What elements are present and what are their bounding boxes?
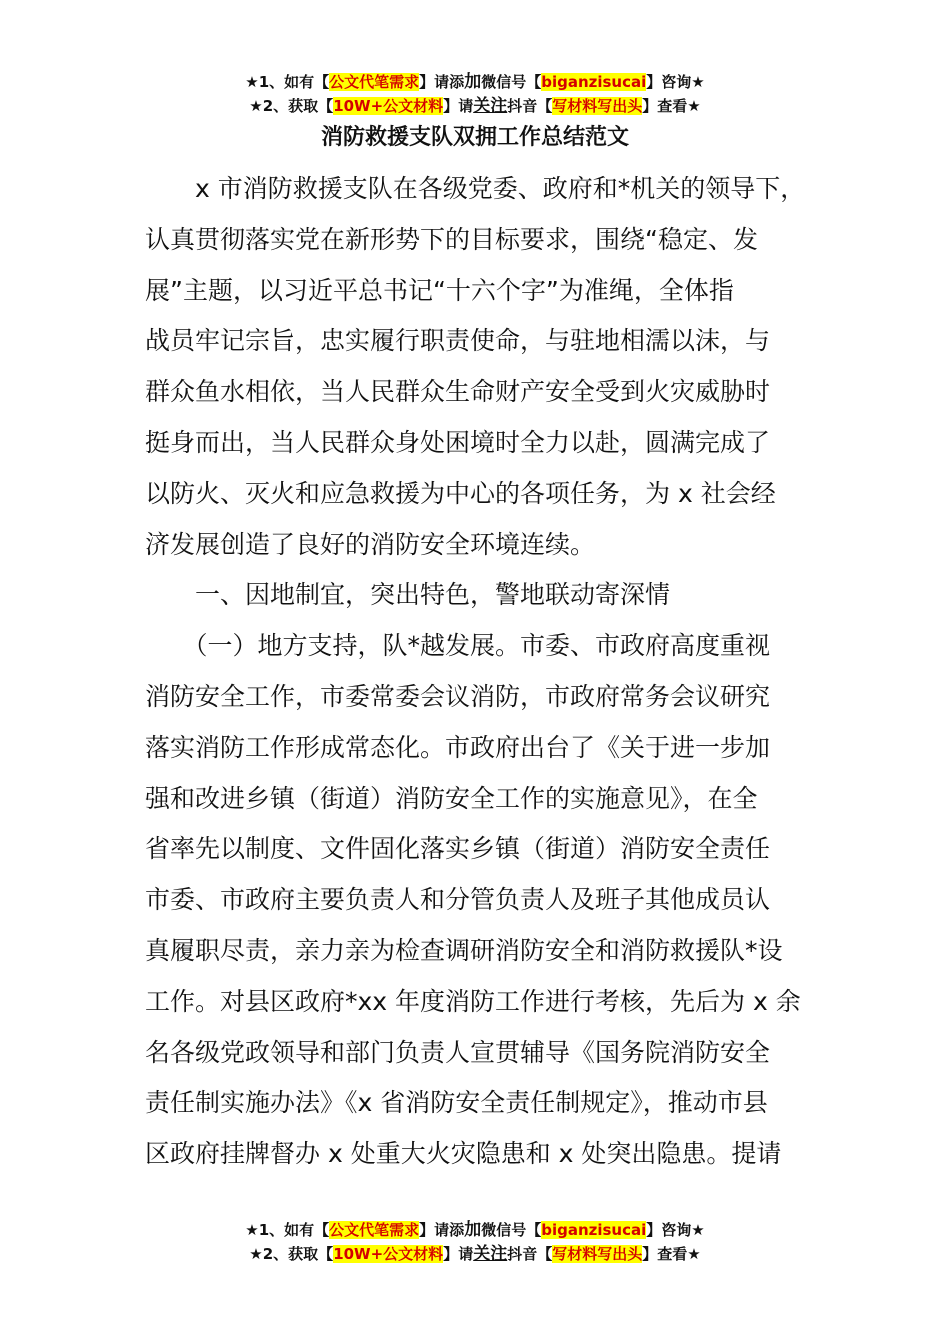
section-heading: 一、因地制宜，突出特色，警地联动寄深情 <box>145 580 671 610</box>
banner-highlight: 公文代笔需求 <box>329 73 420 91</box>
body-line: 挺身而出，当人民群众身处困境时全力以赴，圆满完成了 <box>145 427 771 457</box>
banner-text: 1、如有【 <box>258 73 330 91</box>
banner-wechat-id: biganzisucai <box>541 1221 647 1239</box>
body-line: x 市消防救援支队在各级党委、政府和*机关的领导下， <box>145 174 806 203</box>
body-line: 战员牢记宗旨，忠实履行职责使命，与驻地相濡以沫，与 <box>145 326 771 356</box>
banner-text: 】请 <box>443 1245 474 1263</box>
banner-text: 】请 <box>443 97 474 115</box>
body-line: 落实消防工作形成常态化。市政府出台了《关于进一步加 <box>145 732 771 762</box>
banner-text: 加 <box>464 72 482 92</box>
banner-text: 抖音【 <box>507 1245 553 1263</box>
star-icon: ★ <box>249 97 263 115</box>
banner-text: 关注 <box>473 96 508 116</box>
banner-line-1 <box>0 70 950 94</box>
banner-douyin-id: 写材料写出头 <box>552 1245 643 1263</box>
body-line: 消防安全工作，市委常委会议消防，市政府常务会议研究 <box>145 681 771 711</box>
body-line: 认真贯彻落实党在新形势下的目标要求，围绕“稳定、发 <box>145 224 758 254</box>
body-line: 以防火、灭火和应急救援为中心的各项任务，为 x 社会经 <box>145 478 776 508</box>
banner-text: 】请添 <box>419 1221 465 1239</box>
body-line: 区政府挂牌督办 x 处重大火灾隐患和 x 处突出隐患。提请 <box>145 1139 782 1169</box>
body-line: 省率先以制度、文件固化落实乡镇（街道）消防安全责任 <box>145 834 771 864</box>
banner-text: 】咨询★ <box>646 73 705 91</box>
body-line: 真履职尽责，亲力亲为检查调研消防安全和消防救援队*设 <box>145 935 783 965</box>
banner-line-2 <box>0 1242 950 1266</box>
banner-wechat-id: biganzisucai <box>541 73 647 91</box>
body-line: 济发展创造了良好的消防安全环境连续。 <box>145 529 596 559</box>
banner-highlight: 公文代笔需求 <box>329 1221 420 1239</box>
body-line: 强和改进乡镇（街道）消防安全工作的实施意见》，在全 <box>145 783 758 813</box>
document-title: 消防救援支队双拥工作总结范文 <box>320 125 629 150</box>
body-line: 工作。对县区政府*xx 年度消防工作进行考核，先后为 x 余 <box>145 986 801 1016</box>
star-icon: ★ <box>245 73 259 91</box>
banner-text: 关注 <box>473 1244 508 1264</box>
header-banner <box>0 70 950 118</box>
banner-highlight: 10W+公文材料 <box>333 1245 444 1263</box>
banner-text: 】咨询★ <box>646 1221 705 1239</box>
banner-text: 1、如有【 <box>258 1221 330 1239</box>
body-line: 市委、市政府主要负责人和分管负责人及班子其他成员认 <box>145 885 771 915</box>
body-line: 名各级党政领导和部门负责人宣贯辅导《国务院消防安全 <box>145 1037 771 1067</box>
banner-text: 2、获取【 <box>262 1245 334 1263</box>
banner-line-1 <box>0 1218 950 1242</box>
footer-banner <box>0 1218 950 1266</box>
document-body <box>145 164 810 1180</box>
banner-douyin-id: 写材料写出头 <box>552 97 643 115</box>
banner-text: 】请添 <box>419 73 465 91</box>
body-line: （一）地方支持，队*越发展。市委、市政府高度重视 <box>145 631 771 661</box>
banner-text: 加 <box>464 1220 482 1240</box>
banner-line-2 <box>0 94 950 118</box>
body-line: 展”主题，以习近平总书记“十六个字”为准绳，全体指 <box>145 275 734 305</box>
star-icon: ★ <box>245 1221 259 1239</box>
banner-text: 】查看★ <box>642 1245 701 1263</box>
banner-text: 2、获取【 <box>262 97 334 115</box>
banner-text: 微信号【 <box>481 1221 542 1239</box>
body-line: 责任制实施办法》《x 省消防安全责任制规定》，推动市县 <box>145 1088 768 1118</box>
banner-text: 】查看★ <box>642 97 701 115</box>
banner-text: 抖音【 <box>507 97 553 115</box>
banner-highlight: 10W+公文材料 <box>333 97 444 115</box>
banner-text: 微信号【 <box>481 73 542 91</box>
star-icon: ★ <box>249 1245 263 1263</box>
body-line: 群众鱼水相依，当人民群众生命财产安全受到火灾威胁时 <box>145 377 771 407</box>
